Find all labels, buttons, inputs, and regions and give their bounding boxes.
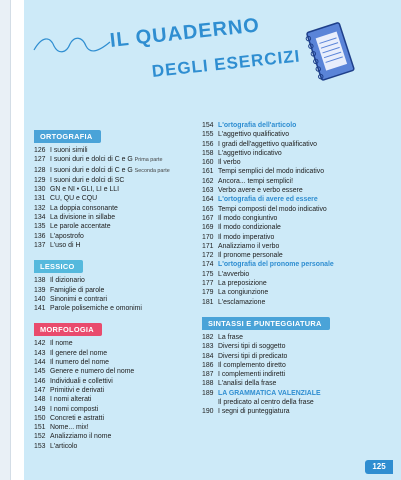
exercise-title-text: Ancora... tempi semplici! <box>218 177 294 185</box>
lessico-list <box>34 276 214 313</box>
list-item <box>34 146 214 155</box>
exercise-title-text: L'ortografia del pronome personale <box>218 261 334 269</box>
page-ref-number: 183 <box>202 343 214 351</box>
exercise-title-text: I nomi alterati <box>50 396 92 404</box>
exercise-title <box>50 295 107 304</box>
list-item <box>202 214 382 223</box>
list-item <box>34 405 214 414</box>
page-ref-number: 160 <box>202 159 214 167</box>
exercise-note: Prima parte <box>134 157 163 164</box>
page-ref-number: 171 <box>202 242 214 250</box>
page-ref-number: 132 <box>34 204 46 212</box>
exercise-title <box>50 166 170 176</box>
exercise-title <box>218 158 241 167</box>
exercise-title-text: GN e NI • GLI, LI e LLI <box>50 186 120 194</box>
exercise-title-text: Il verbo <box>218 159 241 167</box>
page-ref-number: 139 <box>34 286 46 294</box>
exercise-title <box>218 333 243 342</box>
exercise-title-text: Analizziamo il verbo <box>218 242 280 250</box>
page-ref-number: 131 <box>34 195 46 203</box>
exercise-title-text: Il modo imperativo <box>218 233 275 241</box>
exercise-title-text: Genere e numero del nome <box>50 368 135 376</box>
list-item <box>34 194 214 203</box>
page-ref-number: 141 <box>34 305 46 313</box>
exercise-title-text: Le parole accentate <box>50 223 111 231</box>
page-ref-number: 146 <box>34 377 46 385</box>
exercise-title <box>50 232 84 241</box>
page-ref-number: 150 <box>34 414 46 422</box>
page-ref-number: 138 <box>34 277 46 285</box>
exercise-title-text: Concreti e astratti <box>50 414 104 422</box>
exercise-title-text: I suoni duri e dolci di C e G <box>50 156 133 164</box>
list-item <box>34 395 214 404</box>
exercise-title-text: Il modo congiuntivo <box>218 214 278 222</box>
exercise-title <box>218 379 276 388</box>
page-ref-number: 126 <box>34 147 46 154</box>
exercise-title <box>218 140 317 149</box>
exercise-title <box>218 342 285 351</box>
list-item <box>34 222 214 231</box>
exercise-title <box>218 177 293 186</box>
list-item <box>34 432 214 441</box>
exercise-title <box>218 270 249 279</box>
page-ref-number: 129 <box>34 176 46 184</box>
list-item <box>34 358 214 367</box>
list-item <box>202 398 382 407</box>
list-item <box>202 352 382 361</box>
exercise-title <box>218 260 334 269</box>
list-item <box>202 389 382 398</box>
exercise-title-text: Nome... mix! <box>50 424 89 432</box>
list-item <box>34 423 214 432</box>
page-ref-number: 152 <box>34 433 46 441</box>
list-item <box>34 386 214 395</box>
exercise-title-text: Il predicato al centro della frase <box>218 399 314 407</box>
exercise-title <box>218 205 327 214</box>
list-item <box>34 176 214 185</box>
exercise-title <box>50 155 163 165</box>
page-ref-number: 136 <box>34 232 46 240</box>
exercise-title-text: Famiglie di parole <box>50 286 105 294</box>
exercise-title <box>218 398 314 407</box>
list-item <box>34 155 214 165</box>
exercise-title-text: L'aggettivo qualificativo <box>218 131 290 139</box>
exercise-title-text: I suoni duri e dolci di C e G <box>50 166 133 174</box>
page-ref-number: 137 <box>34 241 46 249</box>
page-ref-number: 169 <box>202 224 214 232</box>
page-ref-number: 144 <box>34 359 46 367</box>
exercise-title <box>218 130 289 139</box>
exercise-title-text: L'ortografia di avere ed essere <box>218 196 318 204</box>
list-item <box>34 295 214 304</box>
page-ref-number: 147 <box>34 386 46 394</box>
page-ref-number: 128 <box>34 166 46 174</box>
page-ref-number: 145 <box>34 368 46 376</box>
exercise-title-text: Parole polisemiche e omonimi <box>50 305 142 313</box>
list-item <box>202 288 382 297</box>
exercise-title <box>218 223 281 232</box>
exercise-title-text: L'avverbio <box>218 270 250 278</box>
exercise-title <box>50 185 119 194</box>
exercise-title-text: I gradi dell'aggettivo qualificativo <box>218 140 317 148</box>
exercise-title <box>50 276 85 285</box>
morfologia-continued-list <box>202 121 382 307</box>
left-column <box>34 126 214 457</box>
exercise-title-text: Il complemento diretto <box>218 361 286 369</box>
exercise-title <box>50 358 109 367</box>
list-item <box>34 304 214 313</box>
exercise-title <box>50 377 113 386</box>
list-item <box>202 298 382 307</box>
list-item <box>202 121 382 130</box>
page-spine <box>0 0 11 480</box>
list-item <box>202 361 382 370</box>
list-item <box>34 414 214 423</box>
page-ref-number: 172 <box>202 252 214 260</box>
list-item <box>202 233 382 242</box>
exercise-title-text: Sinonimi e contrari <box>50 295 108 303</box>
section-lessico-header: LESSICO <box>34 260 83 273</box>
exercise-title <box>50 414 104 423</box>
exercise-title <box>218 149 282 158</box>
exercise-title <box>50 386 104 395</box>
list-item <box>202 205 382 214</box>
exercise-title-text: L'uso di H <box>50 241 81 249</box>
page-ref-number: 181 <box>202 298 214 306</box>
exercise-title-text: Il modo condizionale <box>218 224 281 232</box>
exercise-title <box>50 395 91 404</box>
section-ortografia-header: ORTOGRAFIA <box>34 130 101 143</box>
list-item <box>202 158 382 167</box>
list-item <box>202 270 382 279</box>
exercise-title <box>50 432 111 441</box>
exercise-title-text: La frase <box>218 333 243 341</box>
list-item <box>202 195 382 204</box>
list-item <box>34 213 214 222</box>
list-item <box>34 286 214 295</box>
exercise-title <box>218 352 287 361</box>
exercise-title-text: La divisione in sillabe <box>50 214 116 222</box>
list-item <box>34 166 214 176</box>
list-item <box>34 349 214 358</box>
exercise-title <box>218 186 303 195</box>
list-item <box>202 407 382 416</box>
exercise-title-text: La preposizione <box>218 280 267 288</box>
list-item <box>34 377 214 386</box>
page-ref-number: 142 <box>34 340 46 348</box>
page-ref-number: 175 <box>202 270 214 278</box>
exercise-title-text: Il genere del nome <box>50 349 108 357</box>
sintassi-list <box>202 333 382 417</box>
page-ref-number: 184 <box>202 352 214 360</box>
exercise-title <box>218 167 324 176</box>
exercise-title-text: I suoni duri e dolci di SC <box>50 176 125 184</box>
exercise-title <box>218 407 290 416</box>
list-item <box>34 339 214 348</box>
list-item <box>202 149 382 158</box>
exercise-title <box>218 288 268 297</box>
exercise-title <box>218 214 277 223</box>
list-item <box>34 232 214 241</box>
exercise-title <box>50 241 80 250</box>
page-ref-number: 188 <box>202 380 214 388</box>
exercise-title-text: Il nome <box>50 340 73 348</box>
list-item <box>34 241 214 250</box>
exercise-title <box>218 361 286 370</box>
exercise-note: Seconda parte <box>134 167 170 174</box>
exercise-title-text: Il dizionario <box>50 277 85 285</box>
page-ref-number: 134 <box>34 214 46 222</box>
exercise-title <box>50 204 118 213</box>
list-item <box>34 204 214 213</box>
exercise-title-text: Tempi composti del modo indicativo <box>218 205 327 213</box>
title-line-1: IL QUADERNO <box>108 14 261 52</box>
exercise-title-text: I complementi indiretti <box>218 371 286 379</box>
page-ref-number: 167 <box>202 214 214 222</box>
morfologia-list <box>34 339 214 451</box>
page-ref-number: 162 <box>202 177 214 185</box>
page-ref-number: 164 <box>202 196 214 204</box>
page-ref-number: 158 <box>202 149 214 157</box>
exercise-title <box>50 367 134 376</box>
exercise-title <box>50 286 104 295</box>
page-ref-number: 177 <box>202 280 214 288</box>
page-ref-number: 153 <box>34 442 46 450</box>
page-ref-number: 149 <box>34 405 46 413</box>
page-ref-number: 163 <box>202 187 214 195</box>
exercise-title-text: L'apostrofo <box>50 232 84 240</box>
exercise-title <box>218 370 285 379</box>
section-morfologia-header: MORFOLOGIA <box>34 323 102 336</box>
page-ref-number: 148 <box>34 396 46 404</box>
list-item <box>202 379 382 388</box>
exercise-title <box>218 121 296 130</box>
exercise-title-text: Il pronome personale <box>218 252 283 260</box>
exercise-title-text: Verbo avere e verbo essere <box>218 187 303 195</box>
list-item <box>202 251 382 260</box>
exercise-title-text: Il numero del nome <box>50 359 109 367</box>
list-item <box>202 260 382 269</box>
page-ref-number: 186 <box>202 361 214 369</box>
exercise-title-text: La doppia consonante <box>50 204 118 212</box>
page-ref-number: 170 <box>202 233 214 241</box>
page-ref-number: 189 <box>202 389 214 397</box>
exercise-title-text: Primitivi e derivati <box>50 386 104 394</box>
page-number: 125 <box>365 460 393 474</box>
exercise-title-text: L'aggettivo indicativo <box>218 149 282 157</box>
exercise-title-text: I segni di punteggiatura <box>218 408 290 416</box>
exercise-title <box>50 442 77 451</box>
list-item <box>34 367 214 376</box>
page-ref-number: 161 <box>202 168 214 176</box>
list-item <box>202 370 382 379</box>
page-ref-number: 140 <box>34 295 46 303</box>
exercise-title-text: Tempi semplici del modo indicativo <box>218 168 325 176</box>
page-ref-number: 151 <box>34 424 46 432</box>
exercise-title <box>50 339 73 348</box>
exercise-title <box>50 222 111 231</box>
page-ref-number: 127 <box>34 156 46 164</box>
page-ref-number: 154 <box>202 122 214 129</box>
right-column <box>202 121 382 423</box>
page-ref-number: 156 <box>202 140 214 148</box>
title-line-2: DEGLI ESERCIZI <box>150 46 302 81</box>
list-item <box>202 333 382 342</box>
exercise-title <box>218 251 283 260</box>
exercise-title <box>50 213 115 222</box>
exercise-title-text: Analizziamo il nome <box>50 433 112 441</box>
list-item <box>202 279 382 288</box>
page-ref-number: 130 <box>34 186 46 194</box>
list-item <box>202 342 382 351</box>
exercise-title-text: L'analisi della frase <box>218 380 277 388</box>
title-area <box>24 0 401 110</box>
section-sintassi-header: SINTASSI E PUNTEGGIATURA <box>202 317 330 330</box>
exercise-title <box>218 298 265 307</box>
list-item <box>202 223 382 232</box>
exercise-title-text: L'articolo <box>50 442 78 450</box>
exercise-title-text: Diversi tipi di predicato <box>218 352 288 360</box>
list-item <box>202 242 382 251</box>
page-ref-number: 179 <box>202 289 214 297</box>
list-item <box>202 130 382 139</box>
exercise-title <box>218 389 321 398</box>
page-ref-number: 187 <box>202 371 214 379</box>
page-ref-number: 174 <box>202 261 214 269</box>
exercise-title <box>218 242 279 251</box>
exercise-title-text: Diversi tipi di soggetto <box>218 343 286 351</box>
exercise-title-text: Individuali e collettivi <box>50 377 113 385</box>
list-item <box>202 167 382 176</box>
exercise-title <box>218 195 318 204</box>
exercise-title-text: La congiunzione <box>218 289 269 297</box>
exercise-title <box>50 423 89 432</box>
list-item <box>34 185 214 194</box>
page-ref-number: 155 <box>202 131 214 139</box>
list-item <box>202 177 382 186</box>
exercise-title-text: I suoni simili <box>50 147 88 154</box>
notebook-icon <box>304 18 360 88</box>
exercise-title-text: L'ortografia dell'articolo <box>218 122 297 129</box>
list-item <box>202 186 382 195</box>
page-ref-number: 165 <box>202 205 214 213</box>
exercise-title <box>50 176 124 185</box>
page-ref-number: 190 <box>202 408 214 416</box>
exercise-title-text: L'esclamazione <box>218 298 266 306</box>
page-ref-number: 182 <box>202 333 214 341</box>
exercise-title <box>50 405 98 414</box>
page-ref-number: 135 <box>34 223 46 231</box>
page-ref-number: 143 <box>34 349 46 357</box>
exercise-title <box>50 194 97 203</box>
exercise-title <box>218 279 267 288</box>
ortografia-list <box>34 146 214 250</box>
squiggle-decoration-icon <box>32 28 112 58</box>
exercise-title <box>50 146 88 155</box>
list-item <box>202 140 382 149</box>
exercise-title <box>50 304 142 313</box>
exercise-title <box>218 233 274 242</box>
exercise-title-text: I nomi composti <box>50 405 99 413</box>
list-item <box>34 442 214 451</box>
list-item <box>34 276 214 285</box>
exercise-title-text: LA GRAMMATICA VALENZIALE <box>218 389 321 397</box>
exercise-title-text: CU, QU e CQU <box>50 195 98 203</box>
exercise-title <box>50 349 107 358</box>
